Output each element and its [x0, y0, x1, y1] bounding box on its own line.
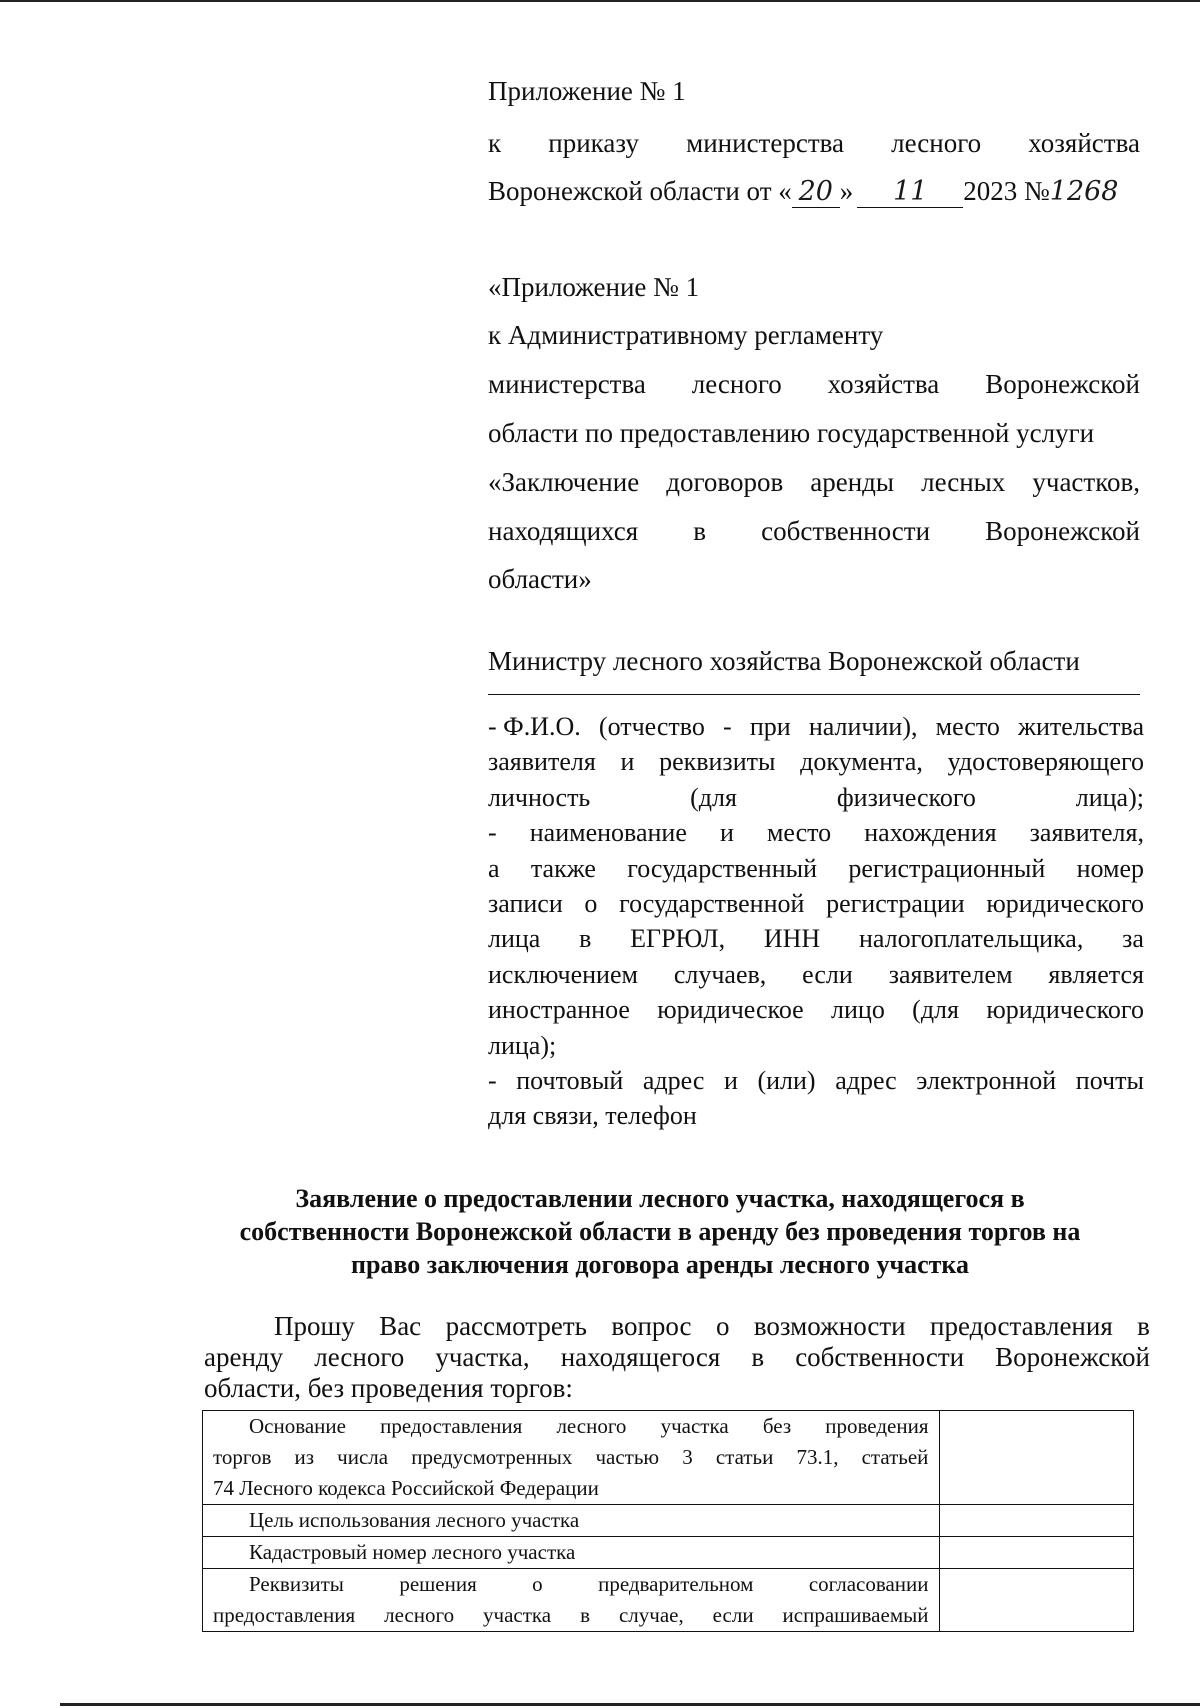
word: к: [488, 128, 502, 158]
word: электронной: [916, 1065, 1057, 1095]
appendix-order-line: [488, 128, 1140, 158]
regulation-title: «Приложение № 1: [488, 272, 700, 302]
word: удостоверяющего: [947, 747, 1144, 777]
word: участков,: [1032, 467, 1140, 497]
word: лесного: [691, 369, 782, 399]
info-line-7: [488, 921, 1144, 956]
word: в: [579, 924, 592, 954]
info-line-10: лица);: [488, 1030, 557, 1060]
word: участка: [660, 1414, 729, 1438]
word: в: [1137, 1311, 1150, 1341]
word: предварительном: [598, 1572, 754, 1596]
word: договоров: [666, 467, 784, 497]
word: Реквизиты: [249, 1572, 344, 1596]
word: Основание: [249, 1414, 346, 1438]
cell-line: [213, 1600, 929, 1631]
word: согласовании: [808, 1572, 929, 1596]
word: лесных: [921, 467, 1006, 497]
application-title: [190, 1182, 1130, 1281]
word: (или): [757, 1065, 816, 1095]
word: участка: [483, 1603, 552, 1627]
word: -: [723, 712, 732, 741]
word: адрес: [642, 1065, 705, 1095]
word: министерства: [488, 369, 646, 399]
handwritten-month: 11: [857, 177, 963, 208]
table-row: [203, 1537, 1134, 1569]
word: собственности: [761, 516, 931, 546]
info-line-6: [488, 886, 1144, 921]
word: случаев,: [673, 959, 767, 989]
word: юридического: [986, 995, 1144, 1025]
word: случае,: [618, 1603, 684, 1627]
word: личность: [488, 782, 591, 812]
table-cell-cadastral: [203, 1537, 940, 1569]
word: аренду: [204, 1342, 284, 1372]
word: участка,: [435, 1342, 530, 1372]
word: при: [749, 712, 791, 741]
applicant-info: [488, 709, 1144, 1134]
info-line-9: [488, 992, 1144, 1027]
info-line-2: [488, 744, 1144, 779]
word: проведения: [825, 1414, 929, 1438]
handwritten-day: 20: [792, 177, 840, 208]
word: нахождения: [864, 818, 997, 848]
regulation-line4: области по предоставлению государственной услуги: [488, 418, 1095, 448]
word: частью: [595, 1445, 660, 1469]
table-cell-value-basis[interactable]: [939, 1411, 1133, 1505]
table-cell-basis: [203, 1411, 940, 1505]
table-cell-value-cadastral[interactable]: [939, 1537, 1133, 1569]
word: -: [488, 818, 497, 848]
word: наличии),: [808, 712, 918, 741]
title-line-1: Заявление о предоставлении лесного участка, находящегося в: [295, 1184, 1025, 1213]
word: (для: [912, 995, 959, 1025]
para-line-1: [204, 1311, 1150, 1342]
word: хозяйства: [1028, 128, 1140, 158]
regulation-line7: области»: [488, 564, 592, 594]
word: место: [766, 818, 832, 848]
word: решения: [399, 1572, 477, 1596]
regulation-line5: [488, 467, 1140, 497]
appendix-date-line: [488, 176, 1130, 208]
word: министерства: [686, 128, 845, 158]
word: место: [935, 712, 1000, 741]
word: и: [719, 818, 734, 848]
word: -: [488, 1065, 497, 1095]
word: ЕГРЮЛ,: [630, 924, 726, 954]
word: лесного: [891, 128, 982, 158]
word: Воронежской: [995, 1342, 1150, 1372]
word: адрес: [835, 1065, 897, 1095]
word: 73.1,: [796, 1445, 839, 1469]
word: ИНН: [763, 924, 821, 954]
word: документа,: [800, 747, 923, 777]
appendix-title: Приложение № 1: [488, 76, 686, 106]
info-line-5: [488, 851, 1144, 886]
word: лесного: [556, 1414, 627, 1438]
info-line-11: [488, 1063, 1144, 1098]
word: о: [715, 1311, 730, 1341]
info-line-8: [488, 957, 1144, 992]
addressee-text: Министру лесного хозяйства Воронежской области: [488, 646, 1080, 676]
word: также: [530, 853, 596, 883]
scan-bottom-edge: [60, 1703, 1200, 1706]
table-row: [203, 1569, 1134, 1632]
word: Прошу: [274, 1311, 355, 1341]
word: почты: [1075, 1065, 1144, 1095]
word: Воронежской: [985, 369, 1140, 399]
word: физического: [836, 782, 976, 812]
word: без: [762, 1414, 792, 1438]
regulation-line2: к Административному регламенту: [488, 320, 884, 350]
word: торгов: [213, 1445, 272, 1469]
info-line-1: [488, 709, 1144, 744]
cell-line: [213, 1569, 929, 1600]
para-line-2: [204, 1342, 1150, 1373]
handwritten-number: 1268: [1049, 176, 1119, 207]
date-quote: »: [839, 176, 854, 206]
word: в: [693, 516, 707, 546]
word: находящихся: [488, 516, 639, 546]
word: предусмотренных: [411, 1445, 573, 1469]
word: рассмотреть: [445, 1311, 587, 1341]
table-row: [203, 1411, 1134, 1505]
word: (для: [690, 782, 737, 812]
word: если: [802, 959, 853, 989]
cell-line: Цель использования лесного участка: [249, 1508, 580, 1532]
word: регистрации: [826, 888, 965, 918]
word: лицо: [831, 995, 885, 1025]
word: Вас: [379, 1311, 422, 1341]
title-line-2: собственности Воронежской области в аренду без проведения торгов на: [239, 1217, 1081, 1246]
word: за: [1122, 924, 1144, 954]
word: в: [751, 1342, 765, 1372]
table-cell-purpose: [203, 1505, 940, 1537]
word: юридическое: [657, 995, 804, 1025]
word: заявителя: [488, 747, 596, 777]
word: и: [723, 1065, 738, 1095]
word: предоставления: [380, 1414, 523, 1438]
word: находящегося: [560, 1342, 721, 1372]
word: в: [580, 1603, 590, 1627]
word: а: [488, 853, 500, 883]
word: хозяйства: [827, 369, 940, 399]
word: возможности: [753, 1311, 906, 1341]
word: статьи: [715, 1445, 774, 1469]
word: лица);: [1075, 782, 1144, 812]
date-year: 2023 №: [963, 176, 1050, 206]
table-cell-value-decision[interactable]: [939, 1569, 1133, 1632]
cell-line: Кадастровый номер лесного участка: [249, 1540, 576, 1564]
table-cell-decision: [203, 1569, 940, 1632]
word: государственный: [627, 853, 817, 883]
applicant-blank-line: [488, 694, 1140, 695]
table-cell-value-purpose[interactable]: [939, 1505, 1133, 1537]
word: записи: [488, 888, 563, 918]
table-row: [203, 1505, 1134, 1537]
word: предоставления: [930, 1311, 1113, 1341]
word: если: [712, 1603, 754, 1627]
info-line-3: [488, 780, 1144, 815]
word: иностранное: [488, 995, 630, 1025]
word: исключением: [488, 959, 638, 989]
para-line-3: области, без проведения торгов:: [204, 1373, 573, 1403]
cell-line: [213, 1442, 929, 1473]
word: (отчество: [598, 712, 705, 741]
word: из: [294, 1445, 315, 1469]
word: о: [584, 888, 598, 918]
regulation-line6: [488, 516, 1140, 546]
word: «Заключение: [488, 467, 640, 497]
word: регистрационный: [848, 853, 1046, 883]
cell-line: [213, 1411, 929, 1442]
cell-line: 74 Лесного кодекса Российской Федерации: [213, 1476, 599, 1500]
word: реквизиты: [659, 747, 776, 777]
word: испрашиваемый: [782, 1603, 929, 1627]
word: юридического: [986, 888, 1144, 918]
word: вопрос: [611, 1311, 692, 1341]
word: лица: [488, 924, 541, 954]
info-line-12: для связи, телефон: [488, 1101, 697, 1131]
word: и: [620, 747, 635, 777]
date-prefix: Воронежской области от «: [488, 176, 792, 206]
word: номер: [1076, 853, 1144, 883]
word: заявителя,: [1029, 818, 1144, 848]
scan-top-edge: [0, 0, 1200, 2]
word: государственной: [619, 888, 805, 918]
word: статьей: [861, 1445, 929, 1469]
word: лесного: [314, 1342, 405, 1372]
word: Воронежской: [985, 516, 1140, 546]
word: числа: [337, 1445, 389, 1469]
word: приказу: [548, 128, 639, 158]
word: является: [1048, 959, 1144, 989]
word: почтовый: [516, 1065, 624, 1095]
word: налогоплательщика,: [858, 924, 1084, 954]
word: - Ф.И.О.: [488, 712, 581, 741]
word: аренды: [810, 467, 895, 497]
word: о: [532, 1572, 543, 1596]
word: 3: [682, 1445, 693, 1469]
application-table: [202, 1410, 1134, 1632]
word: жительства: [1018, 712, 1144, 741]
info-line-4: [488, 815, 1144, 850]
word: собственности: [795, 1342, 965, 1372]
word: предоставления: [213, 1603, 356, 1627]
title-line-3: право заключения договора аренды лесного участка: [350, 1250, 970, 1279]
word: заявителем: [888, 959, 1013, 989]
request-paragraph: [204, 1311, 1150, 1404]
regulation-line3: [488, 369, 1140, 399]
word: лесного: [384, 1603, 455, 1627]
word: наименование: [529, 818, 687, 848]
